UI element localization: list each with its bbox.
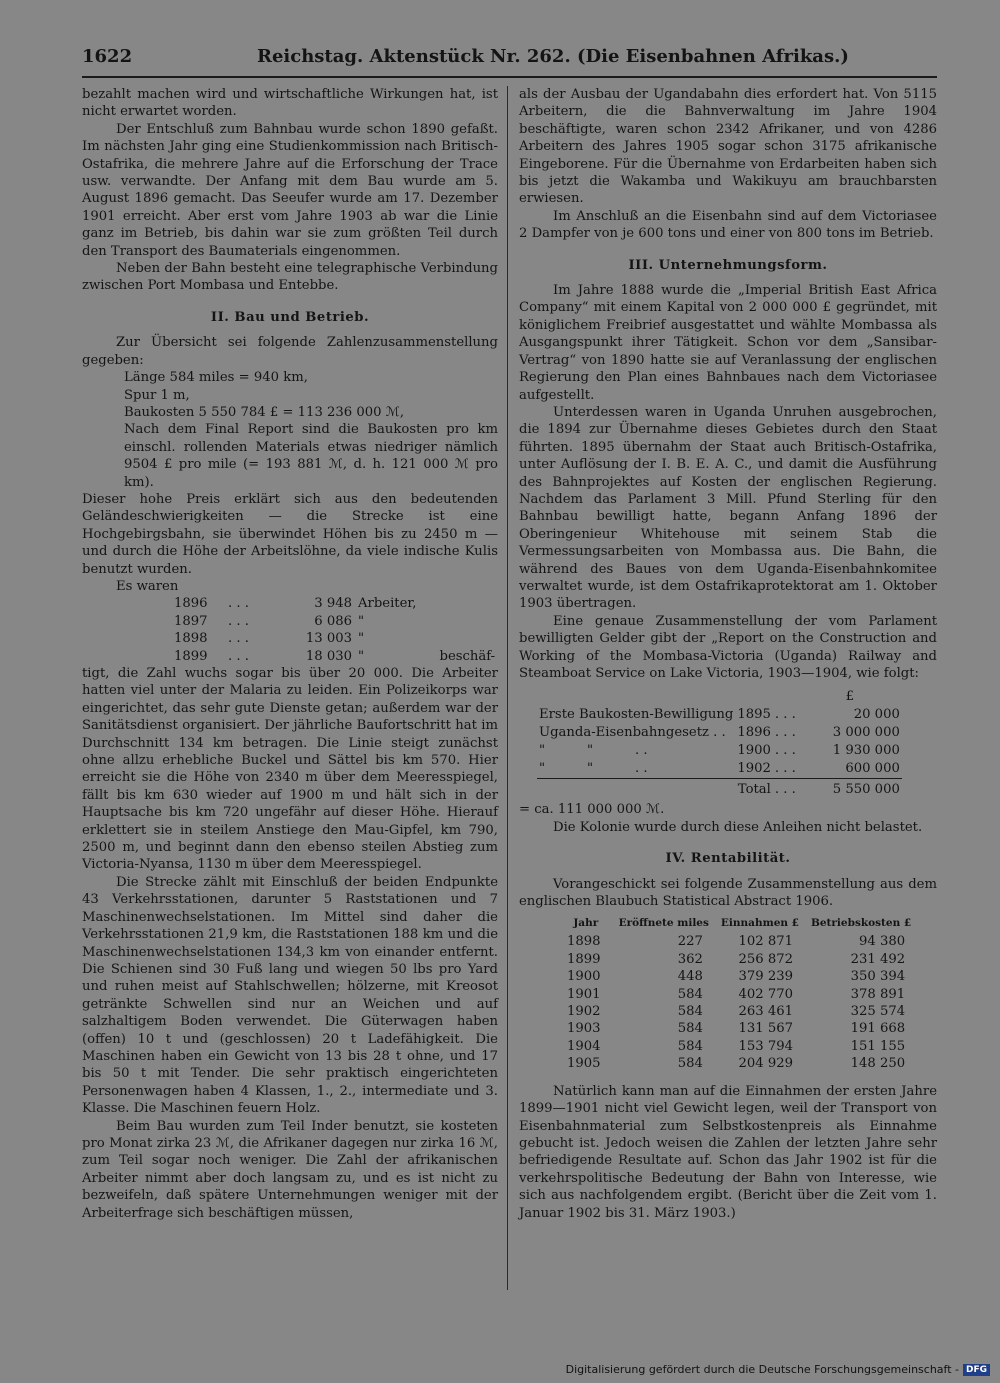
section-heading: IV. Rentabilität. (665, 851, 791, 867)
table-row: 1905 584 204 929 148 250 (567, 1056, 906, 1072)
currency-label: £ (845, 689, 855, 705)
table-row: Erste Baukosten-Bewilligung 1895 . . . 20 000 (539, 707, 900, 723)
paragraph: Vorangeschickt sei folgende Zusammenstellung aus dem englischen Blaubuch Statistical Abstract 1906. (519, 876, 937, 910)
table-row: " " . . 1902 . . . 600 000 (539, 761, 900, 777)
spec-item: Spur 1 m, (124, 387, 190, 403)
column-header: Einnahmen £ (720, 917, 799, 930)
paragraph: Die Strecke zählt mit Einschluß der beiden Endpunkte 43 Verkehrsstationen, darunter 5 Raststationen und 7 Maschinenwechselstationen. Im Mittel sind daher die Verkehrsstationen 21,9 km, die Raststationen 188 km und die Maschinenwechselstationen 134,3 km von einander entfernt. Die Schienen sind 30 Fuß lang und wiegen 50 lbs pro Yard und ruhen meist auf Stahlschwellen; hölzerne, mit Kreosot getränkte Schwellen sind nur an Weichen und auf salzhaltigem Boden verwendet. Die Güterwagen haben (offen) 10 t und (geschlossen) 20 t Ladefähigkeit. Die Maschinen haben ein Gewicht von 13 bis 28 t ohne, und 17 bis 50 t mit Tender. Die sehr praktisch eingerichteten Personenwagen haben 4 Klassen, 1., 2., intermediate und 3. Klasse. Die Maschinen feuern Holz. (82, 874, 498, 1117)
table-header-row (559, 918, 917, 933)
column-divider (507, 86, 508, 1290)
table-row: Uganda-Eisenbahngesetz . . 1896 . . . 3 000 000 (539, 725, 900, 741)
paragraph: Unterdessen waren in Uganda Unruhen ausgebrochen, die 1894 zur Übernahme dieses Gebietes durch den Staat führten. 1895 übernahm der Staat auch Britisch-Ostafrika, unter Auflösung der I. B. E. A. C., und damit die Ausführung des Bahnprojektes auf Kosten der englischen Regierung. Nachdem das Parlament 3 Mill. Pfund Sterling für den Bahnbau bewilligt hatte, begann Anfang 1896 der Oberingenieur Whitehouse mit seinem Stab die Vermessungsarbeiten von Mombassa aus. Die Bahn, die während des Baues von dem Uganda-Eisenbahnkomitee verwaltet wurde, ist dem Ostafrikaprotektorat am 1. Oktober 1903 übertragen. (519, 404, 937, 612)
paragraph: Zur Übersicht sei folgende Zahlenzusammenstellung gegeben: (82, 335, 498, 368)
dfg-logo[interactable]: DFG (963, 1364, 990, 1376)
paragraph: Die Kolonie wurde durch diese Anleihen nicht belastet. (553, 819, 923, 835)
statistics-table (559, 918, 917, 1072)
paragraph: Beim Bau wurden zum Teil Inder benutzt, sie kosteten pro Monat zirka 23 ℳ, die Afrikaner dagegen nur zirka 16 ℳ, zum Teil sogar noch weniger. Die Zahl der afrikanischen Arbeiter nimmt aber doch langsam zu, und es ist nicht zu bezweifeln, daß spätere Unternehmungen weniger mit der Arbeiterfrage sich beschäftigen müssen, (82, 1118, 498, 1221)
page-header (82, 46, 937, 72)
paragraph: als der Ausbau der Ugandabahn dies erfordert hat. Von 5115 Arbeitern, die die Bahnverwaltung im Jahre 1904 beschäftigte, waren schon 2342 Afrikaner, und von 4286 Arbeitern des Jahres 1905 sogar schon 3175 afrikanische Eingeborene. Für die Übernahme von Erdarbeiten haben sich bis jetzt die Wakamba und Wakikuyu am brauchbarsten erwiesen. (519, 87, 937, 207)
workers-row: 1899 . . . 18 030 " beschäf- (174, 648, 496, 664)
left-column (82, 86, 498, 1222)
paragraph: Der Entschluß zum Bahnbau wurde schon 1890 gefaßt. Im nächsten Jahr ging eine Studienkommission nach Britisch-Ostafrika, die mehrere Jahre auf die Erforschung der Trace usw. verwandte. Der Anfang mit dem Bau wurde am 5. August 1896 gemacht. Das Seeufer wurde am 17. Dezember 1901 erreicht. Aber erst vom Jahre 1903 ab war die Linie ganz im Betrieb, bis dahin war sie zum größten Teil durch den Transport des Baumaterials eingenommen. (82, 121, 498, 259)
spec-list (82, 369, 498, 491)
right-column (519, 86, 937, 1222)
paragraph: tigt, die Zahl wuchs sogar bis über 20 000. Die Arbeiter hatten viel unter der Malaria zu leiden. Ein Polizeikorps war eingerichtet, das sehr gute Dienste getan; außerdem war der Sanitätsdienst organisiert. Der jährliche Baufortschritt hat im Durchschnitt 134 km betragen. Die Linie steigt zunächst ohne allzu erhebliche Buckel und Sättel bis km 570. Hier erreicht sie die Höhe von 2340 m über dem Meeresspiegel, fällt bis km 630 wieder auf 1900 m und hält sich in der Hauptsache bis km 720 ungefähr auf dieser Höhe. Hierauf erklettert sie in steilem Anstiege den Mau-Gipfel, km 790, 2500 m, und beginnt dann den ebenso steilen Abstieg zum Victoria-Nyansa, 1130 m über dem Meeresspiegel. (82, 666, 498, 873)
table-row: " " . . 1900 . . . 1 930 000 (539, 743, 900, 759)
paragraph: Eine genaue Zusammenstellung der vom Parlament bewilligten Gelder gibt der „Report on the Construction and Working of the Mombasa-Victoria (Uganda) Railway and Steamboat Service on Lake Victoria, 1903—1904, wie folgt: (519, 613, 937, 681)
table-row: 1900 448 379 239 350 394 (567, 969, 906, 985)
grants-currency-row (537, 688, 902, 706)
paragraph: Im Anschluß an die Eisenbahn sind auf dem Victoriasee 2 Dampfer von je 600 tons und einer von 800 tons im Betrieb. (519, 208, 937, 242)
column-header: Betriebskosten £ (811, 917, 912, 930)
paragraph: Es waren (116, 578, 179, 594)
spec-item: Nach dem Final Report sind die Baukosten pro km einschl. rollenden Materials etwas niedriger nämlich 9504 £ pro mile (= 193 881 ℳ, d. h. 121 000 ℳ pro km). (124, 422, 498, 490)
paragraph: Dieser hohe Preis erklärt sich aus den bedeutenden Geländeschwierigkeiten — die Strecke ist eine Hochgebirgsbahn, sie überwindet Höhen bis zu 2450 m — und durch die Höhe der Arbeitslöhne, da viele indische Kulis benutzt wurden. (82, 491, 498, 577)
grants-table (537, 688, 902, 799)
table-row: 1903 584 131 567 191 668 (567, 1021, 906, 1037)
section-heading: II. Bau und Betrieb. (210, 309, 370, 325)
footer-text: Digitalisierung gefördert durch die Deutsche Forschungsgemeinschaft - (565, 1363, 959, 1376)
workers-row: 1897 . . . 6 086 " (174, 613, 365, 629)
table-row: 1904 584 153 794 151 155 (567, 1038, 906, 1054)
column-header: Jahr (573, 917, 599, 930)
paragraph: = ca. 111 000 000 ℳ. (519, 802, 665, 818)
column-header: Eröffnete miles (618, 917, 709, 930)
table-row: 1902 584 263 461 325 574 (567, 1004, 906, 1020)
grants-total-row: Total . . . 5 550 000 (537, 779, 902, 800)
workers-row: 1898 . . . 13 003 " (174, 631, 365, 647)
table-row: 1899 362 256 872 231 492 (567, 951, 906, 967)
page-number: 1622 (82, 46, 133, 67)
paragraph: Natürlich kann man auf die Einnahmen der ersten Jahre 1899—1901 nicht viel Gewicht legen, weil der Transport von Eisenbahnmaterial zum Selbstkostenpreis als Einnahme gebucht ist. Jedoch weisen die Zahlen der letzten Jahre sehr befriedigende Resultate auf. Schon das Jahr 1902 ist für die verkehrspolitische Bedeutung der Bahn von Interesse, wie sich aus nachfolgendem ergibt. (Bericht über die Zeit vom 1. Januar 1902 bis 31. März 1903.) (519, 1083, 937, 1221)
table-row: 1898 227 102 871 94 380 (567, 934, 906, 950)
workers-row: 1896 . . . 3 948 Arbeiter, (174, 596, 417, 612)
spec-item: Baukosten 5 550 784 £ = 113 236 000 ℳ, (124, 404, 405, 420)
paragraph: Neben der Bahn besteht eine telegraphische Verbindung zwischen Port Mombasa und Entebbe. (82, 261, 498, 294)
paragraph: Im Jahre 1888 wurde die „Imperial British East Africa Company“ mit einem Kapital von 2 000 000 £ gegründet, mit königlichem Freibrief ausgestattet und wählte Mombassa als Ausgangspunkt ihrer Tätigkeit. Schon vor dem „Sansibar-Vertrag“ von 1890 hatte sie auf Veranlassung der englischen Regierung den Plan eines Bahnbaues nach dem Victoriasee aufgestellt. (519, 283, 937, 403)
spec-item: Länge 584 miles = 940 km, (124, 370, 308, 386)
digitization-footer (566, 1363, 990, 1376)
table-row: 1901 584 402 770 378 891 (567, 986, 906, 1002)
section-heading: III. Unternehmungsform. (628, 257, 828, 273)
workers-list (82, 595, 498, 665)
running-title: Reichstag. Aktenstück Nr. 262. (Die Eisenbahnen Afrikas.) (257, 46, 849, 67)
header-rule (82, 76, 937, 78)
paragraph: bezahlt machen wird und wirtschaftliche Wirkungen hat, ist nicht erwartet worden. (82, 87, 498, 120)
